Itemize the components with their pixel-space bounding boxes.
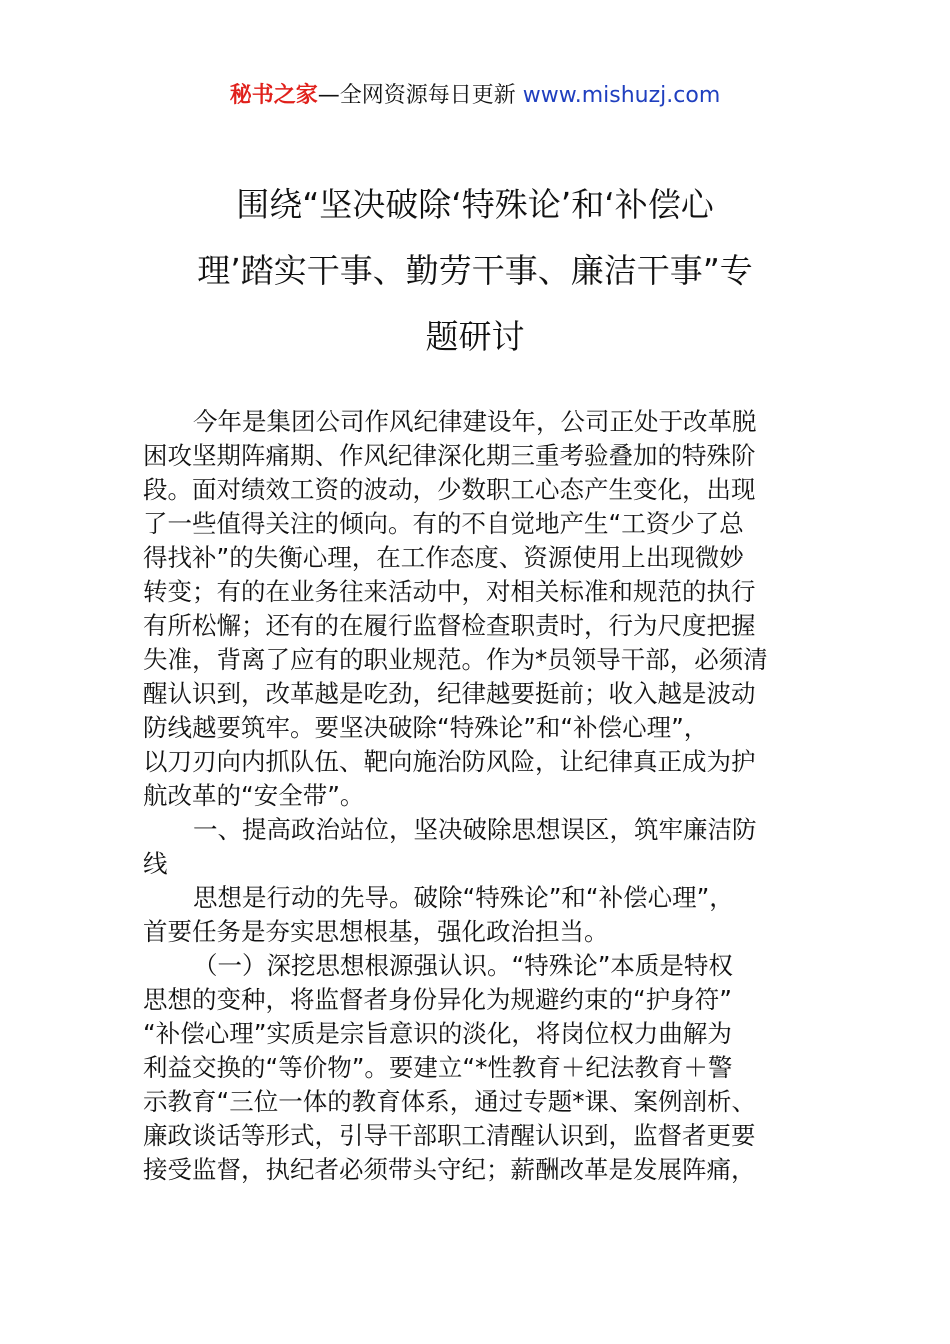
body-line: 醒认识到，改革越是吃劲，纪律越要挺前；收入越是波动 [143,679,756,708]
body-line: 了一些值得关注的倾向。有的不自觉地产生“工资少了总 [143,509,744,538]
title-line: 理’踏实干事、勤劳干事、廉洁干事”专 [197,251,753,290]
body-line: 示教育“三位一体的教育体系，通过专题*课、案例剖析、 [143,1087,756,1116]
body-line: 思想的变种，将监督者身份异化为规避约束的“护身符” [143,985,732,1014]
body-line: 以刀刃向内抓队伍、靶向施治防风险，让纪律真正成为护 [143,747,756,776]
title-line: 题研讨 [425,317,525,356]
body-line: 有所松懈；还有的在履行监督检查职责时，行为尺度把握 [143,611,756,640]
body-line: 廉政谈话等形式，引导干部职工清醒认识到，监督者更要 [143,1121,756,1150]
header-slogan: —全网资源每日更新 [317,83,523,108]
section-heading: 线 [143,849,168,878]
body-line: 困攻坚期阵痛期、作风纪律深化期三重考验叠加的特殊阶 [143,441,756,470]
document-title [150,172,800,370]
body-line: （一）深挖思想根源强认识。“特殊论”本质是特权 [193,951,733,980]
title-line: 围绕“坚决破除‘特殊论’和‘补偿心 [236,185,714,224]
body-line: “补偿心理”实质是宗旨意识的淡化，将岗位权力曲解为 [143,1019,732,1048]
body-line: 失准，背离了应有的职业规范。作为*员领导干部，必须清 [143,645,768,674]
body-line: 段。面对绩效工资的波动，少数职工心态产生变化，出现 [143,475,756,504]
body-line: 接受监督，执纪者必须带头守纪；薪酬改革是发展阵痛， [143,1155,756,1184]
body-line: 转变；有的在业务往来活动中，对相关标准和规范的执行 [143,577,756,606]
body-line: 利益交换的“等价物”。要建立“*性教育＋纪法教育＋警 [143,1053,733,1082]
site-url-link[interactable]: www.mishuzj.com [522,83,721,108]
body-line: 首要任务是夯实思想根基，强化政治担当。 [143,917,609,946]
body-line: 防线越要筑牢。要坚决破除“特殊论”和“补偿心理”， [143,713,709,742]
brand-name: 秘书之家 [229,83,318,108]
body-line: 今年是集团公司作风纪律建设年，公司正处于改革脱 [193,407,757,436]
body-line: 思想是行动的先导。破除“特殊论”和“补偿心理”， [193,883,734,912]
body-line: 得找补”的失衡心理，在工作态度、资源使用上出现微妙 [143,543,744,572]
body-line: 航改革的“安全带”。 [143,781,365,810]
site-header [0,80,950,112]
document-body [143,405,823,1187]
section-heading: 一、提高政治站位，坚决破除思想误区，筑牢廉洁防 [193,815,757,844]
